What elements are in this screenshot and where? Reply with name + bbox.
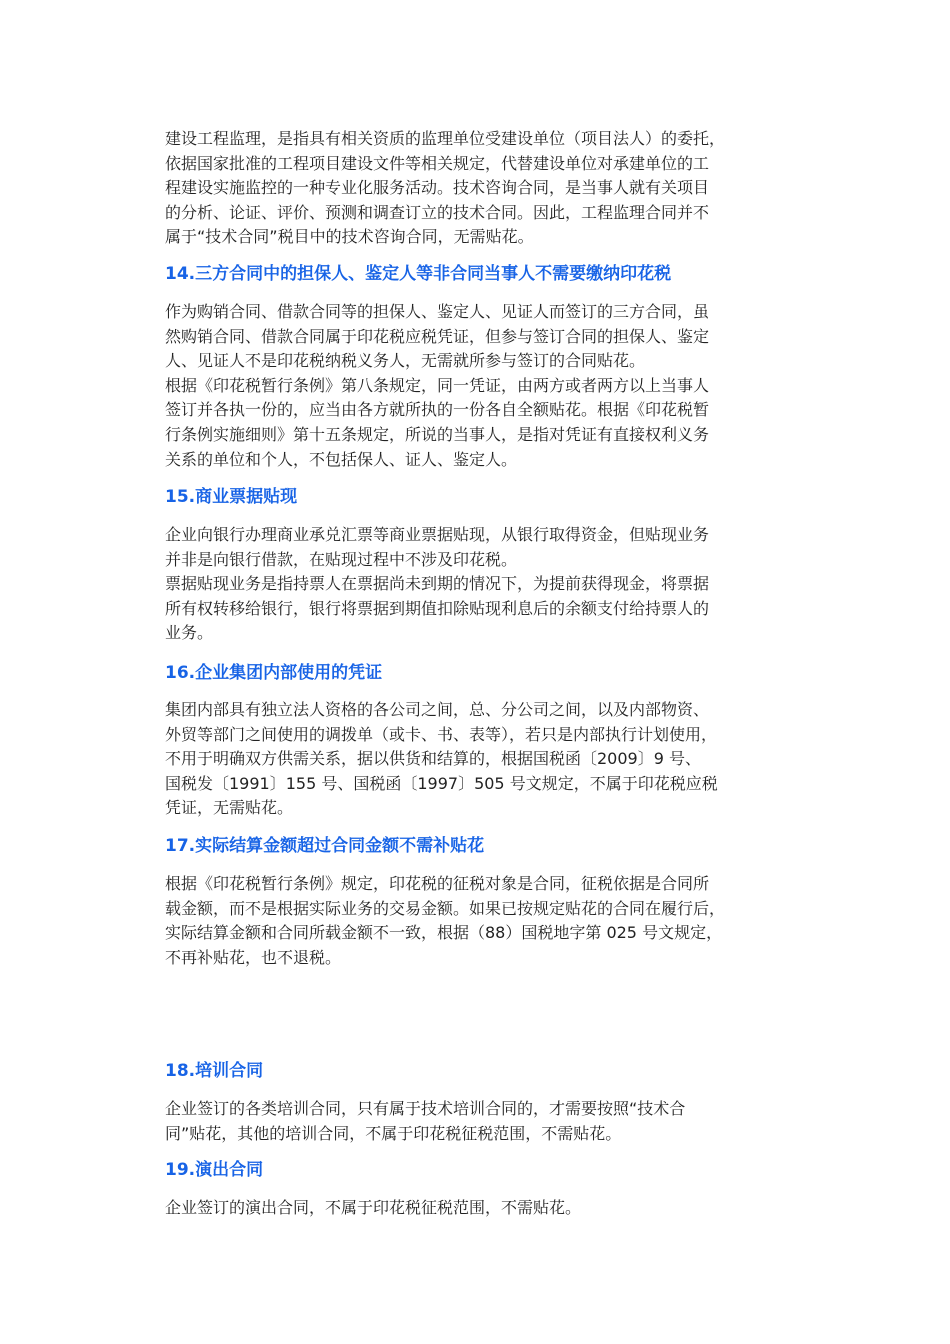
text-line: 然购销合同、借款合同属于印花税应税凭证，但参与签订合同的担保人、鉴定 xyxy=(165,326,710,346)
text-line: 行条例实施细则》第十五条规定，所说的当事人，是指对凭证有直接权利义务 xyxy=(165,424,710,444)
paragraph xyxy=(165,1097,797,1146)
text-line: 载金额，而不是根据实际业务的交易金额。如果已按规定贴花的合同在履行后， xyxy=(165,898,726,918)
section-body-15 xyxy=(165,523,797,646)
text-line: 外贸等部门之间使用的调拨单（或卡、书、表等），若只是内部执行计划使用， xyxy=(165,724,718,744)
paragraph xyxy=(165,374,797,472)
text-line: 企业签订的各类培训合同，只有属于技术培训合同的，才需要按照“技术合 xyxy=(165,1099,686,1118)
section-heading-19: 19.演出合同 xyxy=(165,1160,264,1180)
section-heading-18: 18.培训合同 xyxy=(165,1061,264,1081)
text-line: 不再补贴花，也不退税。 xyxy=(165,947,342,967)
section-heading-15: 15.商业票据贴现 xyxy=(165,487,298,507)
paragraph xyxy=(165,698,797,821)
section-body-16 xyxy=(165,698,797,821)
paragraph xyxy=(165,872,797,970)
section-heading-17: 17.实际结算金额超过合同金额不需补贴花 xyxy=(165,836,485,856)
text-line: 同”贴花，其他的培训合同，不属于印花税征税范围，不需贴花。 xyxy=(165,1123,622,1143)
text-line: 业务。 xyxy=(165,623,214,643)
text-line: 并非是向银行借款，在贴现过程中不涉及印花税。 xyxy=(165,549,518,569)
section-heading-14: 14.三方合同中的担保人、鉴定人等非合同当事人不需要缴纳印花税 xyxy=(165,264,672,284)
section-body-18 xyxy=(165,1097,797,1146)
text-line: 签订并各执一份的，应当由各方就所执的一份各自全额贴花。根据《印花税暂 xyxy=(165,400,710,420)
text-line: 建设工程监理，是指具有相关资质的监理单位受建设单位（项目法人）的委托， xyxy=(165,129,726,148)
text-line: 关系的单位和个人，不包括保人、证人、鉴定人。 xyxy=(165,449,518,469)
text-line: 票据贴现业务是指持票人在票据尚未到期的情况下，为提前获得现金，将票据 xyxy=(165,574,710,594)
paragraph-monitoring-contract xyxy=(165,127,797,250)
text-line: 作为购销合同、借款合同等的担保人、鉴定人、见证人而签订的三方合同，虽 xyxy=(165,302,710,321)
paragraph xyxy=(165,523,797,572)
text-line: 的分析、论证、评价、预测和调查订立的技术合同。因此，工程监理合同并不 xyxy=(165,202,710,222)
section-body-19 xyxy=(165,1196,797,1221)
paragraph xyxy=(165,300,797,374)
paragraph xyxy=(165,1196,797,1221)
text-line: 实际结算金额和合同所载金额不一致，根据（88）国税地字第 025 号文规定， xyxy=(165,923,723,943)
text-line: 不用于明确双方供需关系，据以供货和结算的，根据国税函〔2009〕9 号、 xyxy=(165,749,701,769)
text-line: 所有权转移给银行，银行将票据到期值扣除贴现利息后的余额支付给持票人的 xyxy=(165,598,710,618)
text-line: 国税发〔1991〕155 号、国税函〔1997〕505 号文规定，不属于印花税应税 xyxy=(165,773,718,793)
paragraph xyxy=(165,572,797,646)
section-body-14 xyxy=(165,300,797,472)
section-body-17 xyxy=(165,872,797,970)
text-line: 属于“技术合同”税目中的技术咨询合同，无需贴花。 xyxy=(165,227,534,247)
text-line: 凭证，无需贴花。 xyxy=(165,798,294,818)
text-line: 集团内部具有独立法人资格的各公司之间，总、分公司之间，以及内部物资、 xyxy=(165,700,710,719)
paragraph xyxy=(165,127,797,250)
text-line: 人、见证人不是印花税纳税义务人，无需就所参与签订的合同贴花。 xyxy=(165,351,646,371)
text-line: 依据国家批准的工程项目建设文件等相关规定，代替建设单位对承建单位的工 xyxy=(165,153,710,173)
text-line: 企业签订的演出合同，不属于印花税征税范围，不需贴花。 xyxy=(165,1198,582,1217)
text-line: 程建设实施监控的一种专业化服务活动。技术咨询合同，是当事人就有关项目 xyxy=(165,178,710,198)
section-heading-16: 16.企业集团内部使用的凭证 xyxy=(165,663,383,683)
text-line: 根据《印花税暂行条例》第八条规定，同一凭证，由两方或者两方以上当事人 xyxy=(165,375,710,395)
text-line: 企业向银行办理商业承兑汇票等商业票据贴现，从银行取得资金，但贴现业务 xyxy=(165,525,710,544)
text-line: 根据《印花税暂行条例》规定，印花税的征税对象是合同，征税依据是合同所 xyxy=(165,874,710,893)
